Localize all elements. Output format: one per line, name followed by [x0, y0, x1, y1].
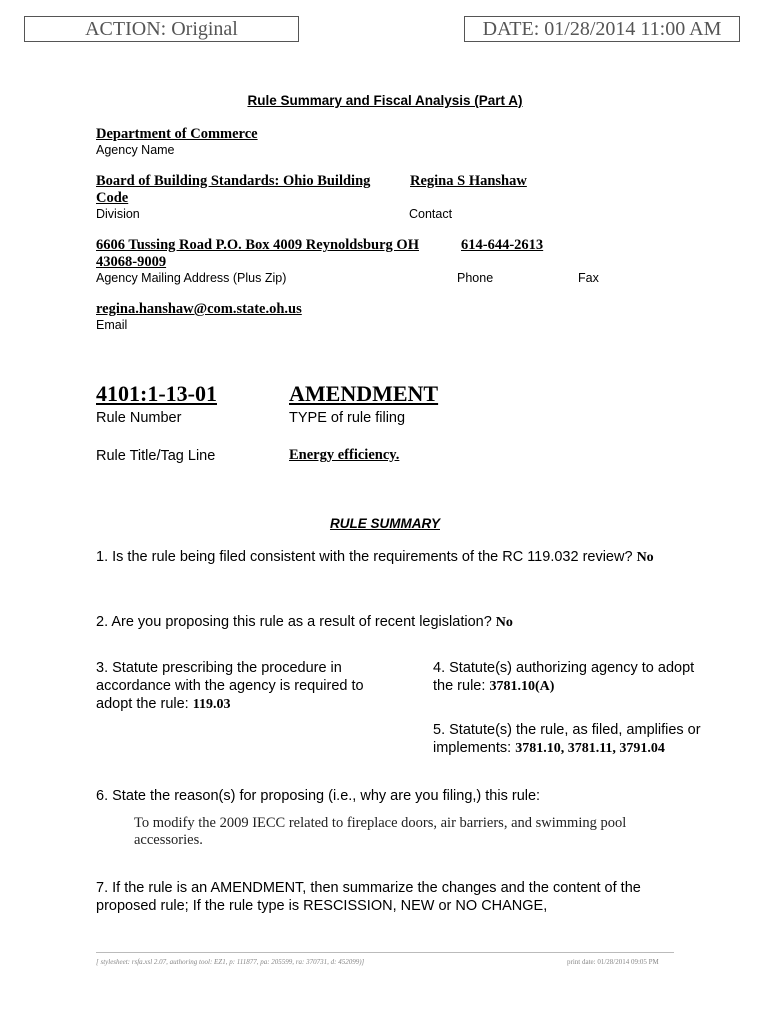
- rule-summary-heading: RULE SUMMARY: [329, 516, 440, 531]
- footer-rule: [96, 952, 674, 953]
- answer-2: No: [495, 615, 513, 630]
- question-6: 6. State the reason(s) for proposing (i.e., why are you filing,) this rule:: [96, 788, 541, 804]
- fax-label: Fax: [578, 271, 599, 285]
- answer-6: To modify the 2009 IECC related to fireplace doors, air barriers, and swimming pool accessories.: [134, 815, 627, 848]
- date-box: [464, 16, 740, 42]
- question-3: [96, 659, 396, 714]
- action-box: [24, 16, 299, 42]
- rule-type-label: TYPE of rule filing: [289, 410, 406, 426]
- rule-type-value: AMENDMENT: [289, 381, 439, 406]
- page-title: Rule Summary and Fiscal Analysis (Part A): [247, 93, 523, 108]
- rule-title-value: Energy efficiency.: [289, 447, 400, 463]
- contact-value: Regina S Hanshaw: [410, 173, 527, 189]
- rule-title-label: Rule Title/Tag Line: [96, 448, 216, 464]
- division-label: Division: [96, 207, 140, 221]
- question-5-text: 5. Statute(s) the rule, as filed, amplifies or implements:: [433, 722, 701, 756]
- email-value: regina.hanshaw@com.state.oh.us: [96, 301, 302, 317]
- date-text: DATE: 01/28/2014 11:00 AM: [482, 18, 722, 40]
- answer-4: 3781.10(A): [489, 679, 555, 694]
- rule-number-label: Rule Number: [96, 410, 182, 426]
- address-value: 6606 Tussing Road P.O. Box 4009 Reynoldsburg OH 43068-9009: [96, 237, 419, 270]
- rule-number-value: 4101:1-13-01: [96, 381, 217, 406]
- email-label: Email: [96, 318, 128, 332]
- agency-name-label: Agency Name: [96, 143, 175, 157]
- address-label: Agency Mailing Address (Plus Zip): [96, 271, 287, 285]
- question-2-text: 2. Are you proposing this rule as a result of recent legislation?: [96, 614, 492, 630]
- question-1: [96, 548, 656, 567]
- footer-left: [ stylesheet: rsfa.xsl 2.07, authoring tool: EZ1, p: 111877, pa: 205599, ra: 370731, d: 452099)]: [96, 958, 365, 966]
- question-4: [433, 659, 713, 696]
- question-2: [96, 613, 696, 632]
- question-3-text: 3. Statute prescribing the procedure in accordance with the agency is required to adopt the rule:: [96, 660, 364, 712]
- agency-name-value: Department of Commerce: [96, 126, 258, 142]
- contact-label: Contact: [409, 207, 453, 221]
- answer-3: 119.03: [192, 697, 231, 712]
- question-4-text: 4. Statute(s) authorizing agency to adopt the rule:: [433, 660, 695, 694]
- answer-1: No: [636, 550, 654, 565]
- footer-right: print date: 01/28/2014 09:05 PM: [567, 958, 659, 966]
- action-text: ACTION: Original: [85, 18, 238, 40]
- question-1-text: 1. Is the rule being filed consistent with the requirements of the RC 119.032 review?: [96, 549, 633, 565]
- division-value: Board of Building Standards: Ohio Building Code: [96, 173, 371, 206]
- question-7: 7. If the rule is an AMENDMENT, then summarize the changes and the content of the proposed rule; If the rule type is RESCISSION, NEW or NO CHANGE,: [96, 880, 641, 914]
- phone-value: 614-644-2613: [461, 237, 544, 253]
- question-5: [433, 721, 733, 758]
- phone-label: Phone: [457, 271, 494, 285]
- answer-5: 3781.10, 3781.11, 3791.04: [515, 741, 665, 756]
